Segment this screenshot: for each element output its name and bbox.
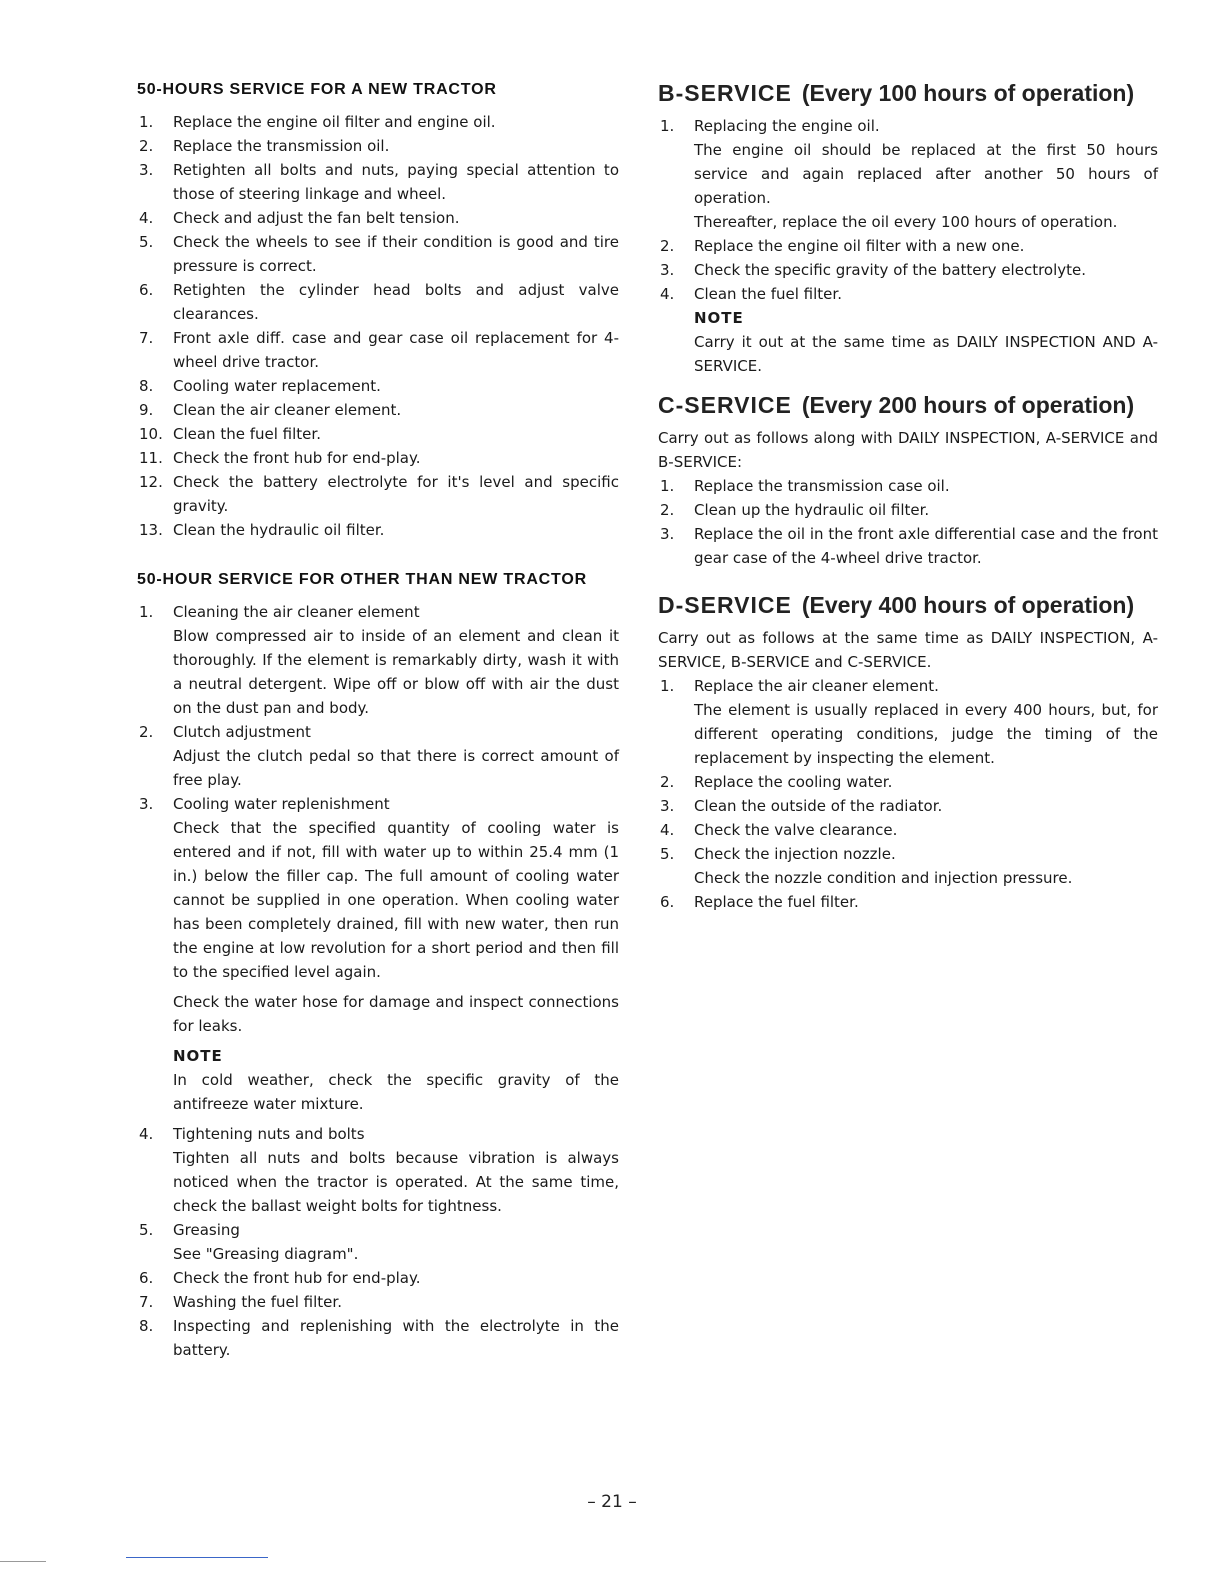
item-title: Replace the cooling water.: [694, 773, 893, 791]
item-number: 3.: [660, 525, 675, 543]
list-item: [658, 258, 1158, 282]
item-title: Washing the fuel filter.: [173, 1293, 342, 1311]
list-item: [137, 600, 619, 720]
item-title: Greasing: [173, 1221, 240, 1239]
note-label: NOTE: [173, 1047, 223, 1065]
item-text: Clean the air cleaner element.: [173, 401, 402, 419]
item-body: The element is usually replaced in every 400 hours, but, for different operating conditions, judge the timing of the replacement by inspecting the element.: [694, 701, 1158, 767]
list-item: [137, 720, 619, 792]
item-title: Cooling water replenishment: [173, 795, 390, 813]
list-item: [137, 518, 619, 542]
item-number: 7.: [139, 329, 154, 347]
item-number: 1.: [139, 603, 154, 621]
item-text: Replace the transmission case oil.: [694, 477, 950, 495]
c-service-intro: Carry out as follows along with DAILY INSPECTION, A-SERVICE and B-SERVICE:: [658, 429, 1158, 471]
item-number: 1.: [660, 677, 675, 695]
page-number: – 21 –: [587, 1492, 637, 1512]
list-item: [137, 1314, 619, 1362]
list-item: [658, 474, 1158, 498]
item-text: Check the wheels to see if their condition is good and tire pressure is correct.: [173, 233, 619, 275]
item-number: 4.: [660, 821, 675, 839]
list-item: [137, 230, 619, 278]
item-title: Clean the fuel filter.: [694, 285, 842, 303]
list-item: [137, 422, 619, 446]
service-code: D-SERVICE: [658, 592, 792, 618]
item-text: Cooling water replacement.: [173, 377, 381, 395]
service-interval: (Every 400 hours of operation): [801, 592, 1135, 618]
heading-b-service: [658, 78, 1158, 108]
heading-50h-other: 50-HOUR SERVICE FOR OTHER THAN NEW TRACTOR: [137, 571, 587, 588]
list-item: [137, 1122, 619, 1218]
item-number: 5.: [139, 233, 154, 251]
item-title: Clean the outside of the radiator.: [694, 797, 943, 815]
item-number: 4.: [139, 1125, 154, 1143]
heading-d-service: [658, 590, 1158, 620]
list-item: [658, 794, 1158, 818]
item-number: 8.: [139, 1317, 154, 1335]
list-item: [137, 398, 619, 422]
list-item: [137, 278, 619, 326]
item-title: Inspecting and replenishing with the electrolyte in the battery.: [173, 1317, 619, 1359]
list-item: [137, 134, 619, 158]
item-number: 5.: [660, 845, 675, 863]
item-number: 1.: [660, 477, 675, 495]
item-body: Check that the specified quantity of cooling water is entered and if not, fill with water up to within 25.4 mm (1 in.) below the filler cap. The full amount of cooling water cannot be supplied in one operation. When cooling water has been completely drained, fill with new water, then run the engine at low revolution for a short period and then fill to the specified level again.: [173, 819, 619, 981]
list-item: [658, 498, 1158, 522]
list-item: [137, 1218, 619, 1266]
scan-mark: [0, 1561, 46, 1562]
item-text: Check the battery electrolyte for it's level and specific gravity.: [173, 473, 619, 515]
item-text: Check and adjust the fan belt tension.: [173, 209, 460, 227]
item-number: 10.: [139, 425, 163, 443]
item-number: 3.: [660, 797, 675, 815]
list-item: [137, 158, 619, 206]
list-item: [658, 842, 1158, 890]
item-number: 12.: [139, 473, 163, 491]
item-number: 13.: [139, 521, 163, 539]
item-title: Check the injection nozzle.: [694, 845, 896, 863]
service-interval: (Every 200 hours of operation): [801, 392, 1135, 418]
item-body: Check the water hose for damage and inspect connections for leaks.: [173, 993, 619, 1035]
item-number: 1.: [139, 113, 154, 131]
list-item: [658, 890, 1158, 914]
item-number: 2.: [660, 773, 675, 791]
item-body: Blow compressed air to inside of an element and clean it thoroughly. If the element is remarkably dirty, wash it with a neutral detergent. Wipe off or blow off with air the dust on the dust pan and body.: [173, 627, 619, 717]
item-title: Replace the air cleaner element.: [694, 677, 939, 695]
list-c-service: [658, 474, 1158, 570]
list-item: [658, 522, 1158, 570]
item-number: 6.: [139, 281, 154, 299]
left-column: [137, 78, 619, 1362]
item-title: Replace the fuel filter.: [694, 893, 859, 911]
list-50h-new: [137, 110, 619, 542]
item-number: 2.: [660, 237, 675, 255]
item-text: Retighten the cylinder head bolts and adjust valve clearances.: [173, 281, 619, 323]
note-text: In cold weather, check the specific gravity of the antifreeze water mixture.: [173, 1071, 619, 1113]
heading-c-service: [658, 390, 1158, 420]
item-title: Replacing the engine oil.: [694, 117, 880, 135]
service-code: C-SERVICE: [658, 392, 792, 418]
list-item: [137, 206, 619, 230]
item-title: Clutch adjustment: [173, 723, 311, 741]
list-item: [658, 818, 1158, 842]
list-item: [137, 446, 619, 470]
note-text: Carry it out at the same time as DAILY INSPECTION AND A-SERVICE.: [694, 333, 1158, 375]
item-number: 5.: [139, 1221, 154, 1239]
item-body: See "Greasing diagram".: [173, 1245, 359, 1263]
service-code: B-SERVICE: [658, 80, 792, 106]
item-number: 1.: [660, 117, 675, 135]
item-body: Adjust the clutch pedal so that there is correct amount of free play.: [173, 747, 619, 789]
note-label: NOTE: [694, 309, 744, 327]
item-number: 2.: [139, 723, 154, 741]
list-item: [658, 674, 1158, 770]
item-number: 7.: [139, 1293, 154, 1311]
heading-50h-new: 50-HOURS SERVICE FOR A NEW TRACTOR: [137, 81, 497, 98]
item-number: 3.: [660, 261, 675, 279]
list-item: [137, 326, 619, 374]
list-item: [137, 374, 619, 398]
item-body: Check the nozzle condition and injection pressure.: [694, 869, 1073, 887]
list-item: [137, 1266, 619, 1290]
item-text: Clean up the hydraulic oil filter.: [694, 501, 930, 519]
item-body: Tighten all nuts and bolts because vibration is always noticed when the tractor is operated. At the same time, check the ballast weight bolts for tightness.: [173, 1149, 619, 1215]
item-number: 3.: [139, 795, 154, 813]
list-item: [658, 114, 1158, 234]
item-number: 9.: [139, 401, 154, 419]
item-body: Thereafter, replace the oil every 100 hours of operation.: [694, 213, 1118, 231]
item-number: 8.: [139, 377, 154, 395]
item-body: The engine oil should be replaced at the first 50 hours service and again replaced after another 50 hours of operation.: [694, 141, 1158, 207]
list-50h-other: [137, 600, 619, 1362]
item-title: Check the front hub for end-play.: [173, 1269, 421, 1287]
item-number: 3.: [139, 161, 154, 179]
list-d-service: [658, 674, 1158, 914]
item-text: Clean the hydraulic oil filter.: [173, 521, 385, 539]
item-number: 2.: [139, 137, 154, 155]
item-text: Retighten all bolts and nuts, paying special attention to those of steering linkage and wheel.: [173, 161, 619, 203]
item-number: 4.: [139, 209, 154, 227]
service-interval: (Every 100 hours of operation): [801, 80, 1135, 106]
item-title: Cleaning the air cleaner element: [173, 603, 420, 621]
item-text: Front axle diff. case and gear case oil replacement for 4-wheel drive tractor.: [173, 329, 619, 371]
right-column: [658, 78, 1158, 914]
list-item: [658, 234, 1158, 258]
item-number: 6.: [139, 1269, 154, 1287]
item-number: 2.: [660, 501, 675, 519]
item-text: Replace the engine oil filter and engine oil.: [173, 113, 496, 131]
item-number: 4.: [660, 285, 675, 303]
item-text: Check the front hub for end-play.: [173, 449, 421, 467]
item-title: Tightening nuts and bolts: [173, 1125, 365, 1143]
list-item: [137, 110, 619, 134]
list-item: [137, 470, 619, 518]
item-title: Check the valve clearance.: [694, 821, 898, 839]
d-service-intro: Carry out as follows at the same time as DAILY INSPECTION, A-SERVICE, B-SERVICE and C-SERVICE.: [658, 629, 1158, 671]
item-title: Check the specific gravity of the battery electrolyte.: [694, 261, 1087, 279]
list-item: [137, 792, 619, 1116]
item-text: Replace the oil in the front axle differential case and the front gear case of the 4-wheel drive tractor.: [694, 525, 1158, 567]
item-text: Clean the fuel filter.: [173, 425, 321, 443]
item-text: Replace the transmission oil.: [173, 137, 390, 155]
list-item: [137, 1290, 619, 1314]
item-title: Replace the engine oil filter with a new one.: [694, 237, 1025, 255]
item-number: 6.: [660, 893, 675, 911]
scan-underline: [126, 1557, 268, 1558]
list-b-service: [658, 114, 1158, 378]
list-item: [658, 770, 1158, 794]
item-number: 11.: [139, 449, 163, 467]
list-item: [658, 282, 1158, 378]
